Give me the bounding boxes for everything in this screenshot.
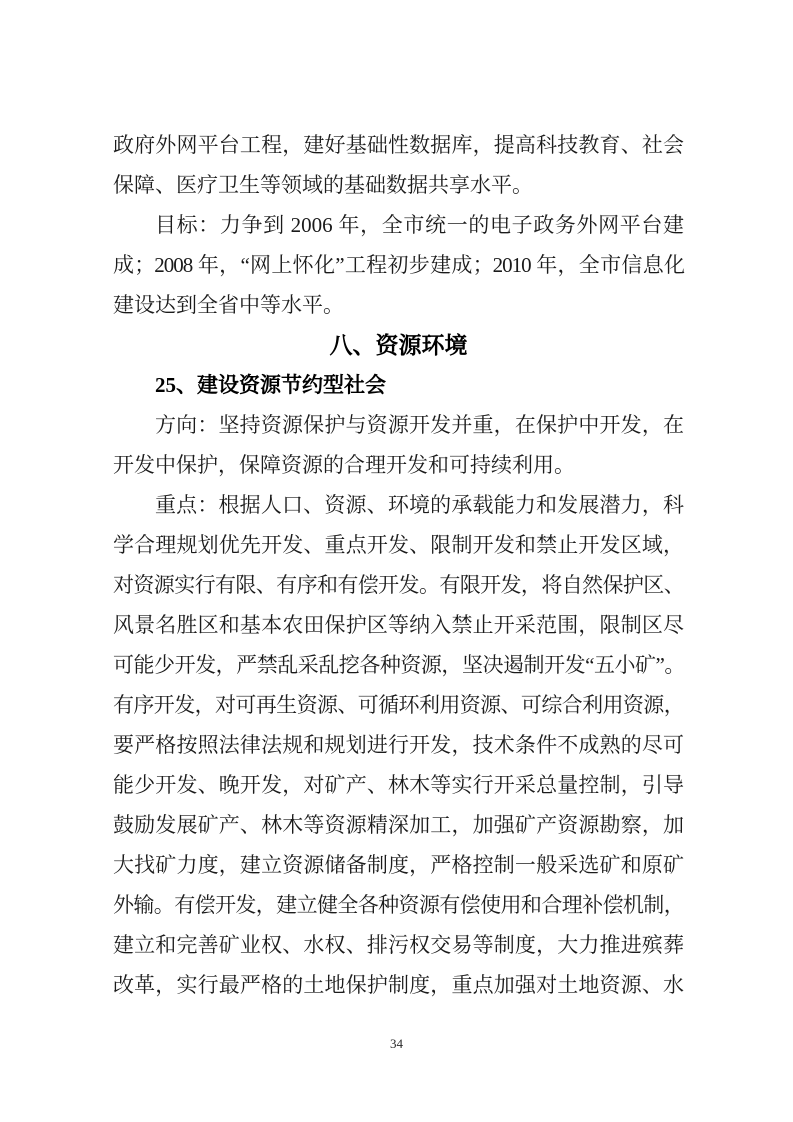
text-line: 外输。有偿开发，建立健全各种资源有偿使用和合理补偿机制，: [113, 893, 684, 917]
paragraph-goal: [113, 205, 684, 325]
text-line: 开发中保护，保障资源的合理开发和可持续利用。: [113, 453, 575, 477]
text-line: 建设达到全省中等水平。: [113, 293, 344, 317]
item-heading: 25、建设资源节约型社会: [155, 373, 386, 397]
paragraph-focus: [113, 485, 684, 1005]
text-line: 成；2008 年，“网上怀化”工程初步建成；2010 年，全市信息化: [113, 253, 684, 277]
text-line: 对资源实行有限、有序和有偿开发。有限开发，将自然保护区、: [113, 573, 684, 597]
text-line: 保障、医疗卫生等领域的基础数据共享水平。: [113, 173, 533, 197]
text-line: 政府外网平台工程，建好基础性数据库，提高科技教育、社会: [113, 133, 684, 157]
text-line: 重点：根据人口、资源、环境的承载能力和发展潜力，科: [155, 493, 684, 517]
text-line: 要严格按照法律法规和规划进行开发，技术条件不成熟的尽可: [113, 733, 684, 757]
text-line: 目标：力争到 2006 年，全市统一的电子政务外网平台建: [155, 213, 684, 237]
text-line: 改革，实行最严格的土地保护制度，重点加强对土地资源、水: [113, 973, 684, 997]
paragraph-platform-continuation: [113, 125, 684, 205]
page-number: 34: [390, 1036, 403, 1051]
text-line: 有序开发，对可再生资源、可循环利用资源、可综合利用资源，: [113, 693, 684, 717]
text-line: 建立和完善矿业权、水权、排污权交易等制度，大力推进殡葬: [113, 933, 684, 957]
text-line: 学合理规划优先开发、重点开发、限制开发和禁止开发区域，: [113, 533, 684, 557]
page-content: [113, 125, 684, 1005]
text-line: 风景名胜区和基本农田保护区等纳入禁止开采范围，限制区尽: [113, 613, 684, 637]
paragraph-direction: [113, 405, 684, 485]
text-line: 能少开发、晚开发，对矿产、林木等实行开采总量控制，引导: [113, 773, 684, 797]
text-line: 方向：坚持资源保护与资源开发并重，在保护中开发，在: [155, 413, 684, 437]
text-line: 可能少开发，严禁乱采乱挖各种资源，坚决遏制开发“五小矿”。: [113, 653, 684, 677]
text-line: 大找矿力度，建立资源储备制度，严格控制一般采选矿和原矿: [113, 853, 684, 877]
text-line: 鼓励发展矿产、林木等资源精深加工，加强矿产资源勘察，加: [113, 813, 684, 837]
section-heading: 八、资源环境: [329, 332, 468, 358]
